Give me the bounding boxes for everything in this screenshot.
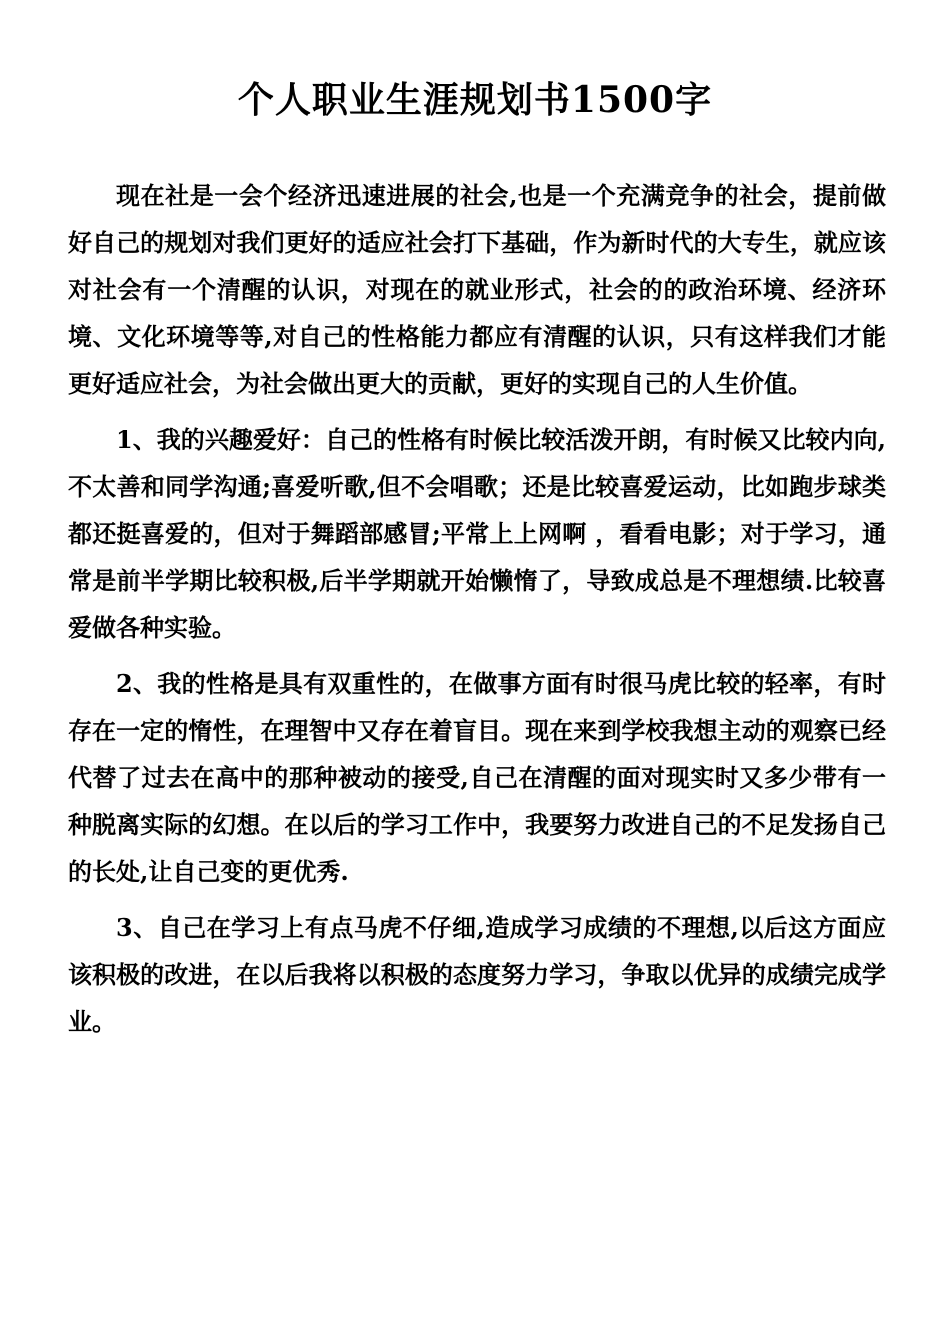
paragraph-study: 3、自己在学习上有点马虎不仔细,造成学习成绩的不理想,以后这方面应该积极的改进，在以后我将以积极的态度努力学习，争取以优异的成绩完成学业。 — [68, 913, 886, 1036]
document-title: 个人职业生涯规划书1500字 — [237, 79, 713, 121]
paragraph-intro: 现在社是一会个经济迅速进展的社会,也是一个充满竞争的社会，提前做好自己的规划对我们更好的适应社会打下基础，作为新时代的大专生，就应该对社会有一个清醒的认识，对现在的就业形式，社会的的政治环境、经济环境、文化环境等等,对自己的性格能力都应有清醒的认识，只有这样我们才能更好适应社会，为社会做出更大的贡献，更好的实现自己的人生价值。 — [68, 181, 886, 398]
paragraph-interests: 1、我的兴趣爱好：自己的性格有时候比较活泼开朗，有时候又比较内向,不太善和同学沟通;喜爱听歌,但不会唱歌；还是比较喜爱运动，比如跑步球类都还挺喜爱的，但对于舞蹈部感冒;平常上上网啊 ，看看电影；对于学习，通常是前半学期比较积极,后半学期就开始懒惰了，导致成总是不理想绩.比较喜爱做各种实验。 — [68, 425, 886, 642]
document-body — [68, 172, 886, 1054]
paragraph-personality: 2、我的性格是具有双重性的，在做事方面有时很马虎比较的轻率，有时存在一定的惰性，在理智中又存在着盲目。现在来到学校我想主动的观察已经代替了过去在高中的那种被动的接受,自己在清醒的面对现实时又多少带有一种脱离实际的幻想。在以后的学习工作中，我要努力改进自己的不足发扬自己的长处,让自己变的更优秀. — [68, 669, 886, 886]
